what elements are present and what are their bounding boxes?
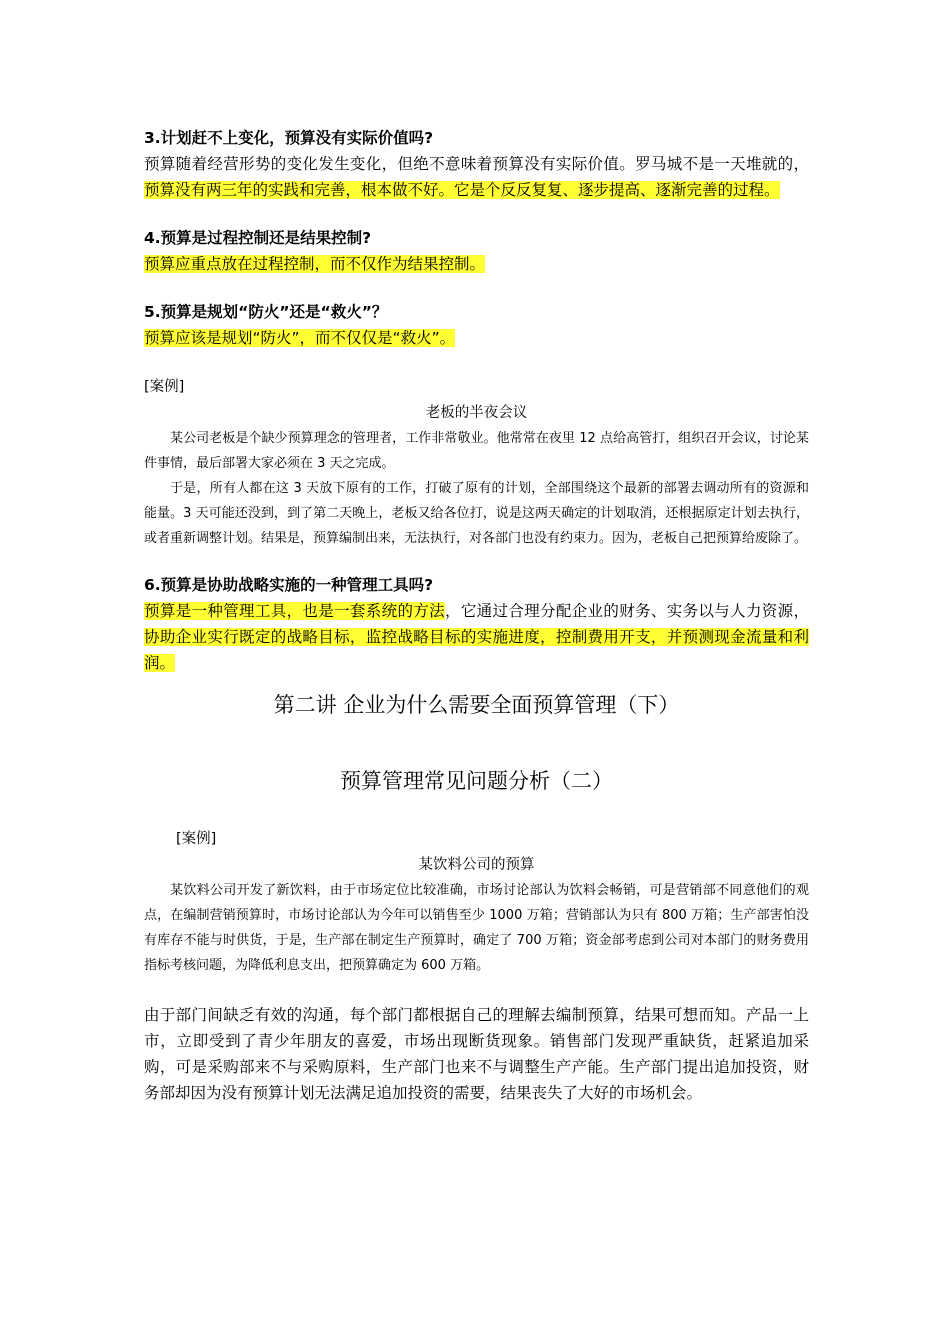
question-6-title: 6.预算是协助战略实施的一种管理工具吗? bbox=[144, 576, 434, 594]
question-3-answer-highlight: 预算没有两三年的实践和完善，根本做不好。它是个反反复复、逐步提高、逐渐完善的过程。 bbox=[144, 181, 780, 199]
document-content bbox=[144, 126, 809, 1106]
case-2-paragraph-1: 某饮料公司开发了新饮料，由于市场定位比较准确，市场讨论部认为饮料会畅销，可是营销部不同意他们的观点，在编制营销预算时，市场讨论部认为今年可以销售至少 1000 万箱；营销部认为只有 800 万箱；生产部害怕没有库存不能与时供货，于是，生产部在制定生产预算时，确定了 700 万箱；资金部考虑到公司对本部门的财务费用指标考核问题，为降低利息支出，把预算确定为 600 万箱。 bbox=[144, 883, 809, 973]
question-3-answer-plain: 预算随着经营形势的变化发生变化，但绝不意味着预算没有实际价值。罗马城不是一天堆就的， bbox=[144, 155, 809, 173]
question-3-title: 3.计划赶不上变化，预算没有实际价值吗? bbox=[144, 129, 434, 147]
question-6-answer-highlight-1: 预算是一种管理工具，也是一套系统的方法 bbox=[144, 602, 445, 620]
question-6-answer-plain: ，它通过合理分配企业的财务、实务以与人力资源， bbox=[444, 602, 809, 620]
case-2-label: [案例] bbox=[176, 831, 217, 847]
lecture-title: 第二讲 企业为什么需要全面预算管理（下） bbox=[273, 693, 680, 717]
question-4-title: 4.预算是过程控制还是结果控制? bbox=[144, 229, 372, 247]
case-1-title: 老板的半夜会议 bbox=[425, 405, 528, 421]
question-5-answer bbox=[144, 325, 809, 351]
case-1-paragraph-1: 某公司老板是个缺少预算理念的管理者，工作非常敬业。他常常在夜里 12 点给高管打，组织召开会议，讨论某件事情，最后部署大家必须在 3 天之完成。 bbox=[144, 431, 809, 471]
question-6-answer-highlight-2: 协助企业实行既定的战略目标，监控战略目标的实施进度，控制费用开支，并预测现金流量和利润。 bbox=[144, 628, 809, 672]
conclusion-paragraph: 由于部门间缺乏有效的沟通，每个部门都根据自己的理解去编制预算，结果可想而知。产品一上市，立即受到了青少年朋友的喜爱，市场出现断货现象。销售部门发现严重缺货，赶紧追加采购，可是采购部来不与采购原料，生产部门也来不与调整生产产能。生产部门提出追加投资，财务部却因为没有预算计划无法满足追加投资的需要，结果丧失了大好的市场机会。 bbox=[144, 1006, 809, 1102]
case-1-paragraph-2: 于是，所有人都在这 3 天放下原有的工作，打破了原有的计划，全部围绕这个最新的部署去调动所有的资源和能量。3 天可能还没到，到了第二天晚上，老板又给各位打，说是这两天确定的计划取消，还根据原定计划去执行，或者重新调整计划。结果是，预算编制出来，无法执行，对各部门也没有约束力。因为，老板自己把预算给废除了。 bbox=[144, 481, 809, 546]
question-6-answer bbox=[144, 598, 809, 676]
question-4-answer bbox=[144, 251, 809, 277]
section-title: 预算管理常见问题分析（二） bbox=[340, 769, 613, 793]
case-2-title: 某饮料公司的预算 bbox=[418, 857, 535, 873]
question-3-answer bbox=[144, 151, 809, 203]
question-5-title: 5.预算是规划“防火”还是“救火”？ bbox=[144, 303, 388, 321]
case-1-label: [案例] bbox=[144, 379, 185, 395]
question-5-answer-highlight: 预算应该是规划“防火”，而不仅仅是“救火”。 bbox=[144, 329, 456, 347]
question-4-answer-highlight: 预算应重点放在过程控制，而不仅作为结果控制。 bbox=[144, 255, 486, 273]
